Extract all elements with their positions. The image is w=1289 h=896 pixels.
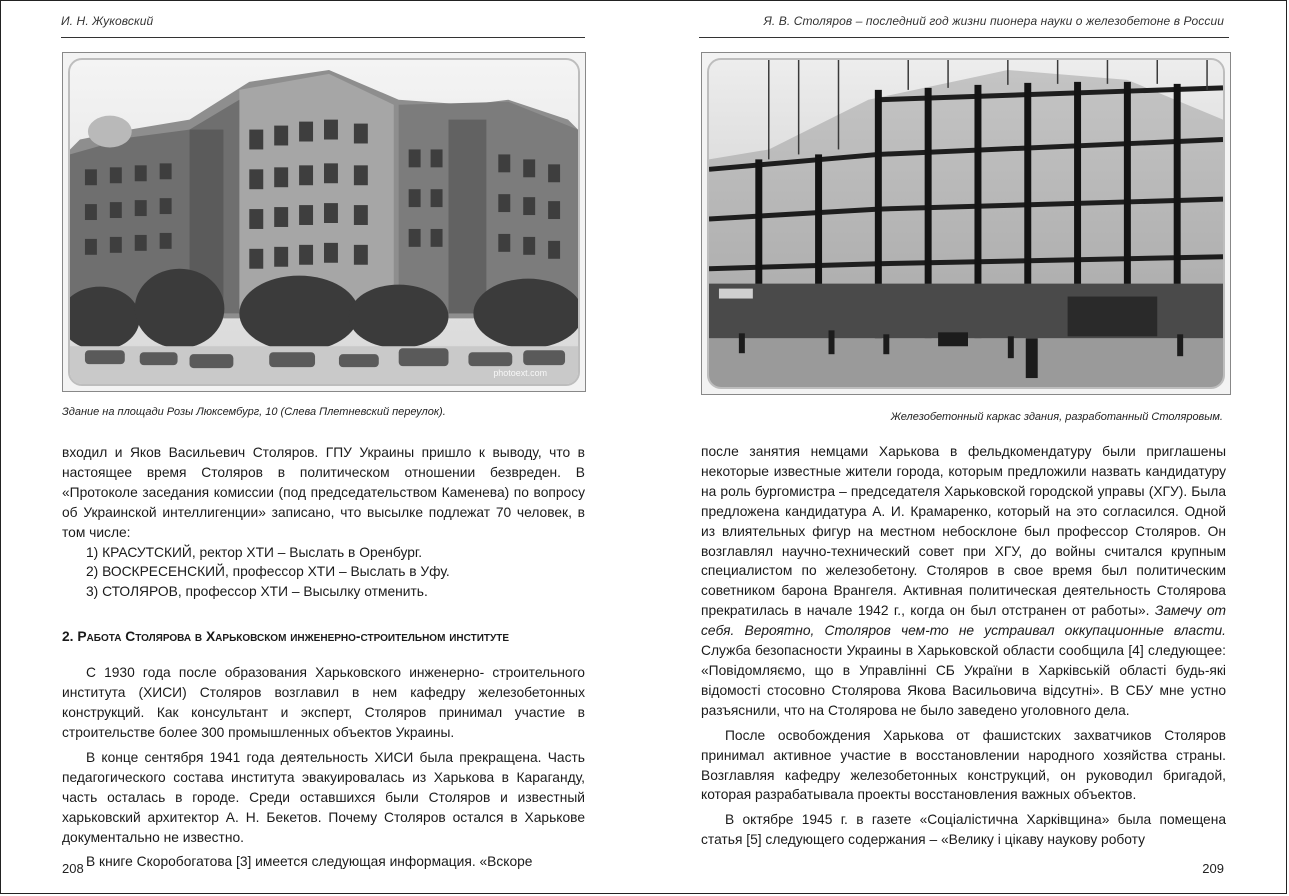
paragraph: С 1930 года после образования Харьковского инженерно- строительного института (ХИСИ) Столяров возглавил в нем кафедру железобетонных конструкций. Как консультант и эксперт, Столяров принимал участие в строительстве более 300 промышленных объектов Украины.: [62, 665, 585, 740]
left-page-number: 208: [62, 861, 84, 876]
exile-list: [62, 543, 585, 603]
list-item: 3) СТОЛЯРОВ, профессор ХТИ – Высылку отменить.: [86, 584, 428, 600]
author-remark: Замечу от себя. Вероятно, Столяров чем-то не устраивал оккупационные власти.: [701, 603, 1226, 639]
right-head-rule: [699, 37, 1229, 38]
paragraph-text: Служба безопасности Украины в Харьковской области сообщила [4] следующее: «Повідомляємо, що в Управлінні СБ України в Харківській області будь-які відомості стосовно Столярова Якова Васильовича відсутні». В СБУ мне устно разъяснили, что на Столярова не было заведено уголовного дела.: [701, 643, 1226, 718]
list-item: 1) КРАСУТСКИЙ, ректор ХТИ – Выслать в Оренбург.: [86, 544, 423, 560]
intro-paragraph: входил и Яков Васильевич Столяров. ГПУ Украины пришло к выводу, что в настоящее время Столяров в политическом отношении безвреден. В «Протоколе заседания комиссии (под председательством Каменева) по вопросу об Украинской интеллигенции» записано, что высылке подлежат 70 человек, в том числе:: [62, 445, 585, 540]
paragraph: После освобождения Харькова от фашистских захватчиков Столяров принимал активное участие в восстановлении народного хозяйства страны. Возглавляя кафедру железобетонных конструкций, он руководил бригадой, которая разрабатывала проекты восстановления важных объектов.: [701, 727, 1226, 803]
photo-watermark: photoext.com: [493, 368, 548, 379]
building-photo-frame: [68, 58, 580, 386]
left-head-rule: [61, 37, 585, 38]
right-photo-caption: Железобетонный каркас здания, разработанный Столяровым.: [890, 411, 1223, 423]
construction-photo: [701, 52, 1231, 395]
construction-photo-frame: [707, 58, 1225, 389]
right-page-number: 209: [1202, 861, 1224, 876]
section-heading: 2. Работа Столярова в Харьковском инженерно-строительном институте: [62, 629, 510, 645]
left-photo-caption: Здание на площади Розы Люксембург, 10 (Слева Плетневский переулок).: [62, 406, 446, 418]
paragraph: В октябре 1945 г. в газете «Соціалістична Харківщина» была помещена статья [5] следующего содержания – «Велику і цікаву наукову роботу: [701, 812, 1226, 848]
right-running-head: Я. В. Столяров – последний год жизни пионера науки о железобетоне в России: [763, 14, 1224, 28]
left-running-head: И. Н. Жуковский: [61, 14, 154, 28]
right-body-text: [701, 442, 1226, 850]
right-page: [645, 1, 1288, 893]
building-photo: [62, 52, 586, 392]
building-photo-icon: [70, 60, 578, 384]
left-page: [1, 1, 645, 893]
paragraph: [701, 442, 1226, 721]
paragraph: В конце сентября 1941 года деятельность ХИСИ была прекращена. Часть педагогического состава института эвакуировалась из Харькова в Караганду, часть осталась в городе. Среди оставшихся были Столяров и известный харьковский архитектор А. Н. Бекетов. Почему Столяров остался в Харькове документально не известно.: [62, 749, 585, 845]
left-body-text: [62, 443, 585, 872]
paragraph-text: после занятия немцами Харькова в фельдкомендатуру были приглашены некоторые известные жители города, которым предложили назвать кандидатуру на роль бургомистра – председателя Харьковской городской управы (ХГУ). Была предложена кандидатура А. И. Крамаренко, который на это согласился. Одной из влиятельных фигур на местном небосклоне был профессор Столяров. Он возглавлял научно-технический совет при ХГУ, до войны считался крупным специалистом по железобетону. Столяров в свое время был политическим советником барона Врангеля. Активная политическая деятельность Столярова прекратилась в начале 1942 г., когда он был отстранен от работы».: [701, 444, 1226, 619]
paragraph: В книге Скоробогатова [3] имеется следующая информация. «Вскоре: [86, 854, 533, 870]
construction-frame-photo-icon: [709, 60, 1223, 387]
list-item: 2) ВОСКРЕСЕНСКИЙ, профессор ХТИ – Выслать в Уфу.: [86, 564, 450, 580]
